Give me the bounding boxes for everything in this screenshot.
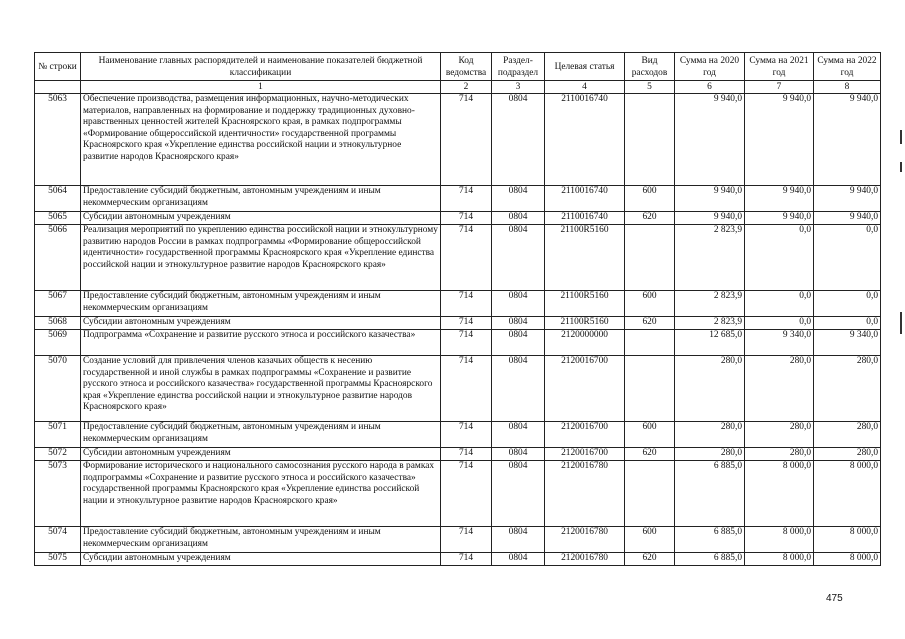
page-number: 475 [826, 593, 843, 604]
row-num: 5063 [35, 94, 81, 186]
index-cell: 4 [545, 81, 625, 94]
row-dept: 714 [441, 94, 492, 186]
row-num: 5071 [35, 422, 81, 448]
row-name: Предоставление субсидий бюджетным, автономным учреждениям и иным некоммерческим организациям [81, 186, 441, 212]
row-target: 2110016740 [545, 94, 625, 186]
header-section: Раздел-подраздел [492, 53, 545, 81]
table-row [35, 94, 881, 186]
row-target: 21100R5160 [545, 225, 625, 291]
row-y2020: 12 685,0 [675, 330, 745, 356]
row-num: 5070 [35, 356, 81, 422]
row-y2022: 280,0 [814, 356, 881, 422]
row-name: Подпрограмма «Сохранение и развитие русского этноса и российского казачества» [81, 330, 441, 356]
row-y2022: 8 000,0 [814, 461, 881, 527]
row-y2021: 280,0 [745, 356, 814, 422]
row-y2021: 8 000,0 [745, 553, 814, 566]
row-exp [625, 461, 675, 527]
row-dept: 714 [441, 553, 492, 566]
row-y2020: 280,0 [675, 356, 745, 422]
row-target: 2120016700 [545, 356, 625, 422]
budget-table [34, 52, 881, 566]
row-exp: 620 [625, 553, 675, 566]
row-section: 0804 [492, 225, 545, 291]
row-dept: 714 [441, 212, 492, 225]
row-num: 5073 [35, 461, 81, 527]
row-section: 0804 [492, 461, 545, 527]
row-target: 2120016700 [545, 448, 625, 461]
table-row [35, 291, 881, 317]
row-section: 0804 [492, 448, 545, 461]
row-y2020: 9 940,0 [675, 94, 745, 186]
row-y2022: 9 340,0 [814, 330, 881, 356]
row-y2020: 6 885,0 [675, 527, 745, 553]
table-row [35, 186, 881, 212]
index-cell: 2 [441, 81, 492, 94]
row-dept: 714 [441, 461, 492, 527]
row-dept: 714 [441, 527, 492, 553]
budget-sheet [34, 52, 881, 566]
row-num: 5068 [35, 317, 81, 330]
scan-artifact [900, 130, 902, 144]
row-name: Предоставление субсидий бюджетным, автономным учреждениям и иным некоммерческим организациям [81, 291, 441, 317]
row-num: 5067 [35, 291, 81, 317]
row-exp: 620 [625, 212, 675, 225]
index-cell: 8 [814, 81, 881, 94]
header-dept: Код ведомства [441, 53, 492, 81]
row-name: Субсидии автономным учреждениям [81, 448, 441, 461]
row-exp: 600 [625, 422, 675, 448]
row-num: 5072 [35, 448, 81, 461]
row-name: Предоставление субсидий бюджетным, автономным учреждениям и иным некоммерческим организациям [81, 422, 441, 448]
table-row [35, 422, 881, 448]
row-y2020: 6 885,0 [675, 461, 745, 527]
row-section: 0804 [492, 527, 545, 553]
header-row [35, 53, 881, 81]
index-cell: 1 [81, 81, 441, 94]
row-target: 21100R5160 [545, 317, 625, 330]
row-exp: 600 [625, 527, 675, 553]
row-num: 5066 [35, 225, 81, 291]
table-header [35, 53, 881, 94]
row-y2020: 280,0 [675, 448, 745, 461]
row-num: 5065 [35, 212, 81, 225]
row-y2020: 9 940,0 [675, 186, 745, 212]
table-row [35, 461, 881, 527]
header-y2020: Сумма на 2020 год [675, 53, 745, 81]
row-section: 0804 [492, 94, 545, 186]
row-target: 2120016700 [545, 422, 625, 448]
row-y2021: 0,0 [745, 225, 814, 291]
row-dept: 714 [441, 225, 492, 291]
row-target: 2110016740 [545, 186, 625, 212]
row-y2021: 9 940,0 [745, 94, 814, 186]
row-y2021: 0,0 [745, 291, 814, 317]
row-num: 5064 [35, 186, 81, 212]
header-num: № строки [35, 53, 81, 81]
row-target: 2120000000 [545, 330, 625, 356]
row-section: 0804 [492, 356, 545, 422]
table-row [35, 330, 881, 356]
index-cell: 7 [745, 81, 814, 94]
row-y2020: 2 823,9 [675, 291, 745, 317]
table-row [35, 317, 881, 330]
row-num: 5074 [35, 527, 81, 553]
row-y2022: 8 000,0 [814, 553, 881, 566]
row-section: 0804 [492, 317, 545, 330]
row-y2020: 280,0 [675, 422, 745, 448]
row-y2021: 9 940,0 [745, 212, 814, 225]
row-y2022: 8 000,0 [814, 527, 881, 553]
table-row [35, 448, 881, 461]
row-name: Субсидии автономным учреждениям [81, 212, 441, 225]
row-target: 21100R5160 [545, 291, 625, 317]
header-target: Целевая статья [545, 53, 625, 81]
row-num: 5069 [35, 330, 81, 356]
row-y2022: 9 940,0 [814, 186, 881, 212]
row-y2022: 0,0 [814, 225, 881, 291]
table-row [35, 553, 881, 566]
row-dept: 714 [441, 448, 492, 461]
row-exp: 600 [625, 186, 675, 212]
header-y2022: Сумма на 2022 год [814, 53, 881, 81]
row-section: 0804 [492, 212, 545, 225]
scan-artifact [900, 312, 902, 334]
row-num: 5075 [35, 553, 81, 566]
table-row [35, 356, 881, 422]
row-name: Субсидии автономным учреждениям [81, 317, 441, 330]
row-y2021: 9 940,0 [745, 186, 814, 212]
row-target: 2120016780 [545, 527, 625, 553]
row-section: 0804 [492, 422, 545, 448]
table-row [35, 212, 881, 225]
row-y2021: 9 340,0 [745, 330, 814, 356]
row-exp [625, 356, 675, 422]
row-dept: 714 [441, 330, 492, 356]
index-cell: 6 [675, 81, 745, 94]
row-exp: 620 [625, 317, 675, 330]
header-name: Наименование главных распорядителей и наименование показателей бюджетной классификации [81, 53, 441, 81]
scan-artifact [900, 162, 902, 172]
header-y2021: Сумма на 2021 год [745, 53, 814, 81]
row-exp [625, 330, 675, 356]
row-exp: 600 [625, 291, 675, 317]
row-exp [625, 94, 675, 186]
row-y2021: 8 000,0 [745, 527, 814, 553]
row-y2020: 6 885,0 [675, 553, 745, 566]
row-exp: 620 [625, 448, 675, 461]
row-section: 0804 [492, 330, 545, 356]
row-y2020: 2 823,9 [675, 225, 745, 291]
row-target: 2120016780 [545, 553, 625, 566]
row-dept: 714 [441, 291, 492, 317]
row-section: 0804 [492, 291, 545, 317]
row-y2022: 9 940,0 [814, 212, 881, 225]
row-exp [625, 225, 675, 291]
row-y2020: 9 940,0 [675, 212, 745, 225]
row-y2022: 280,0 [814, 448, 881, 461]
row-y2022: 280,0 [814, 422, 881, 448]
row-section: 0804 [492, 553, 545, 566]
table-row [35, 527, 881, 553]
row-name: Обеспечение производства, размещения информационных, научно-методических материалов, направленных на формирование и поддержку традиционных духовно-нравственных ценностей жителей Красноярского края, в рамках подпрограммы «Формирование общероссийской идентичности» государственной программы Красноярского края «Укрепление единства российской нации и этнокультурное развитие народов Красноярского края» [81, 94, 441, 186]
table-body [35, 94, 881, 566]
index-cell: 5 [625, 81, 675, 94]
header-exp: Вид расходов [625, 53, 675, 81]
row-dept: 714 [441, 317, 492, 330]
row-y2021: 280,0 [745, 422, 814, 448]
row-y2022: 0,0 [814, 291, 881, 317]
row-y2021: 280,0 [745, 448, 814, 461]
row-name: Формирование исторического и национального самосознания русского народа в рамках подпрограммы «Сохранение и развитие русского этноса и российского казачества» государственной программы Красноярского края «Укрепление единства российской нации и этнокультурное развитие народов Красноярского края» [81, 461, 441, 527]
row-name: Создание условий для привлечения членов казачьих обществ к несению государственной и иной службы в рамках подпрограммы «Сохранение и развитие русского этноса и российского казачества» государственной программы Красноярского края «Укрепление единства российской нации и этнокультурное развитие народов Красноярского края» [81, 356, 441, 422]
row-dept: 714 [441, 356, 492, 422]
row-target: 2120016780 [545, 461, 625, 527]
row-name: Субсидии автономным учреждениям [81, 553, 441, 566]
index-row [35, 81, 881, 94]
index-cell: 3 [492, 81, 545, 94]
index-cell [35, 81, 81, 94]
row-y2021: 8 000,0 [745, 461, 814, 527]
row-dept: 714 [441, 422, 492, 448]
row-name: Реализация мероприятий по укреплению единства российской нации и этнокультурному развитию народов России в рамках подпрограммы «Формирование общероссийской идентичности» государственной программы Красноярского края «Укрепление единства российской нации и этнокультурное развитие народов Красноярского края» [81, 225, 441, 291]
row-target: 2110016740 [545, 212, 625, 225]
row-dept: 714 [441, 186, 492, 212]
row-y2022: 0,0 [814, 317, 881, 330]
row-section: 0804 [492, 186, 545, 212]
table-row [35, 225, 881, 291]
row-name: Предоставление субсидий бюджетным, автономным учреждениям и иным некоммерческим организациям [81, 527, 441, 553]
row-y2021: 0,0 [745, 317, 814, 330]
row-y2020: 2 823,9 [675, 317, 745, 330]
row-y2022: 9 940,0 [814, 94, 881, 186]
